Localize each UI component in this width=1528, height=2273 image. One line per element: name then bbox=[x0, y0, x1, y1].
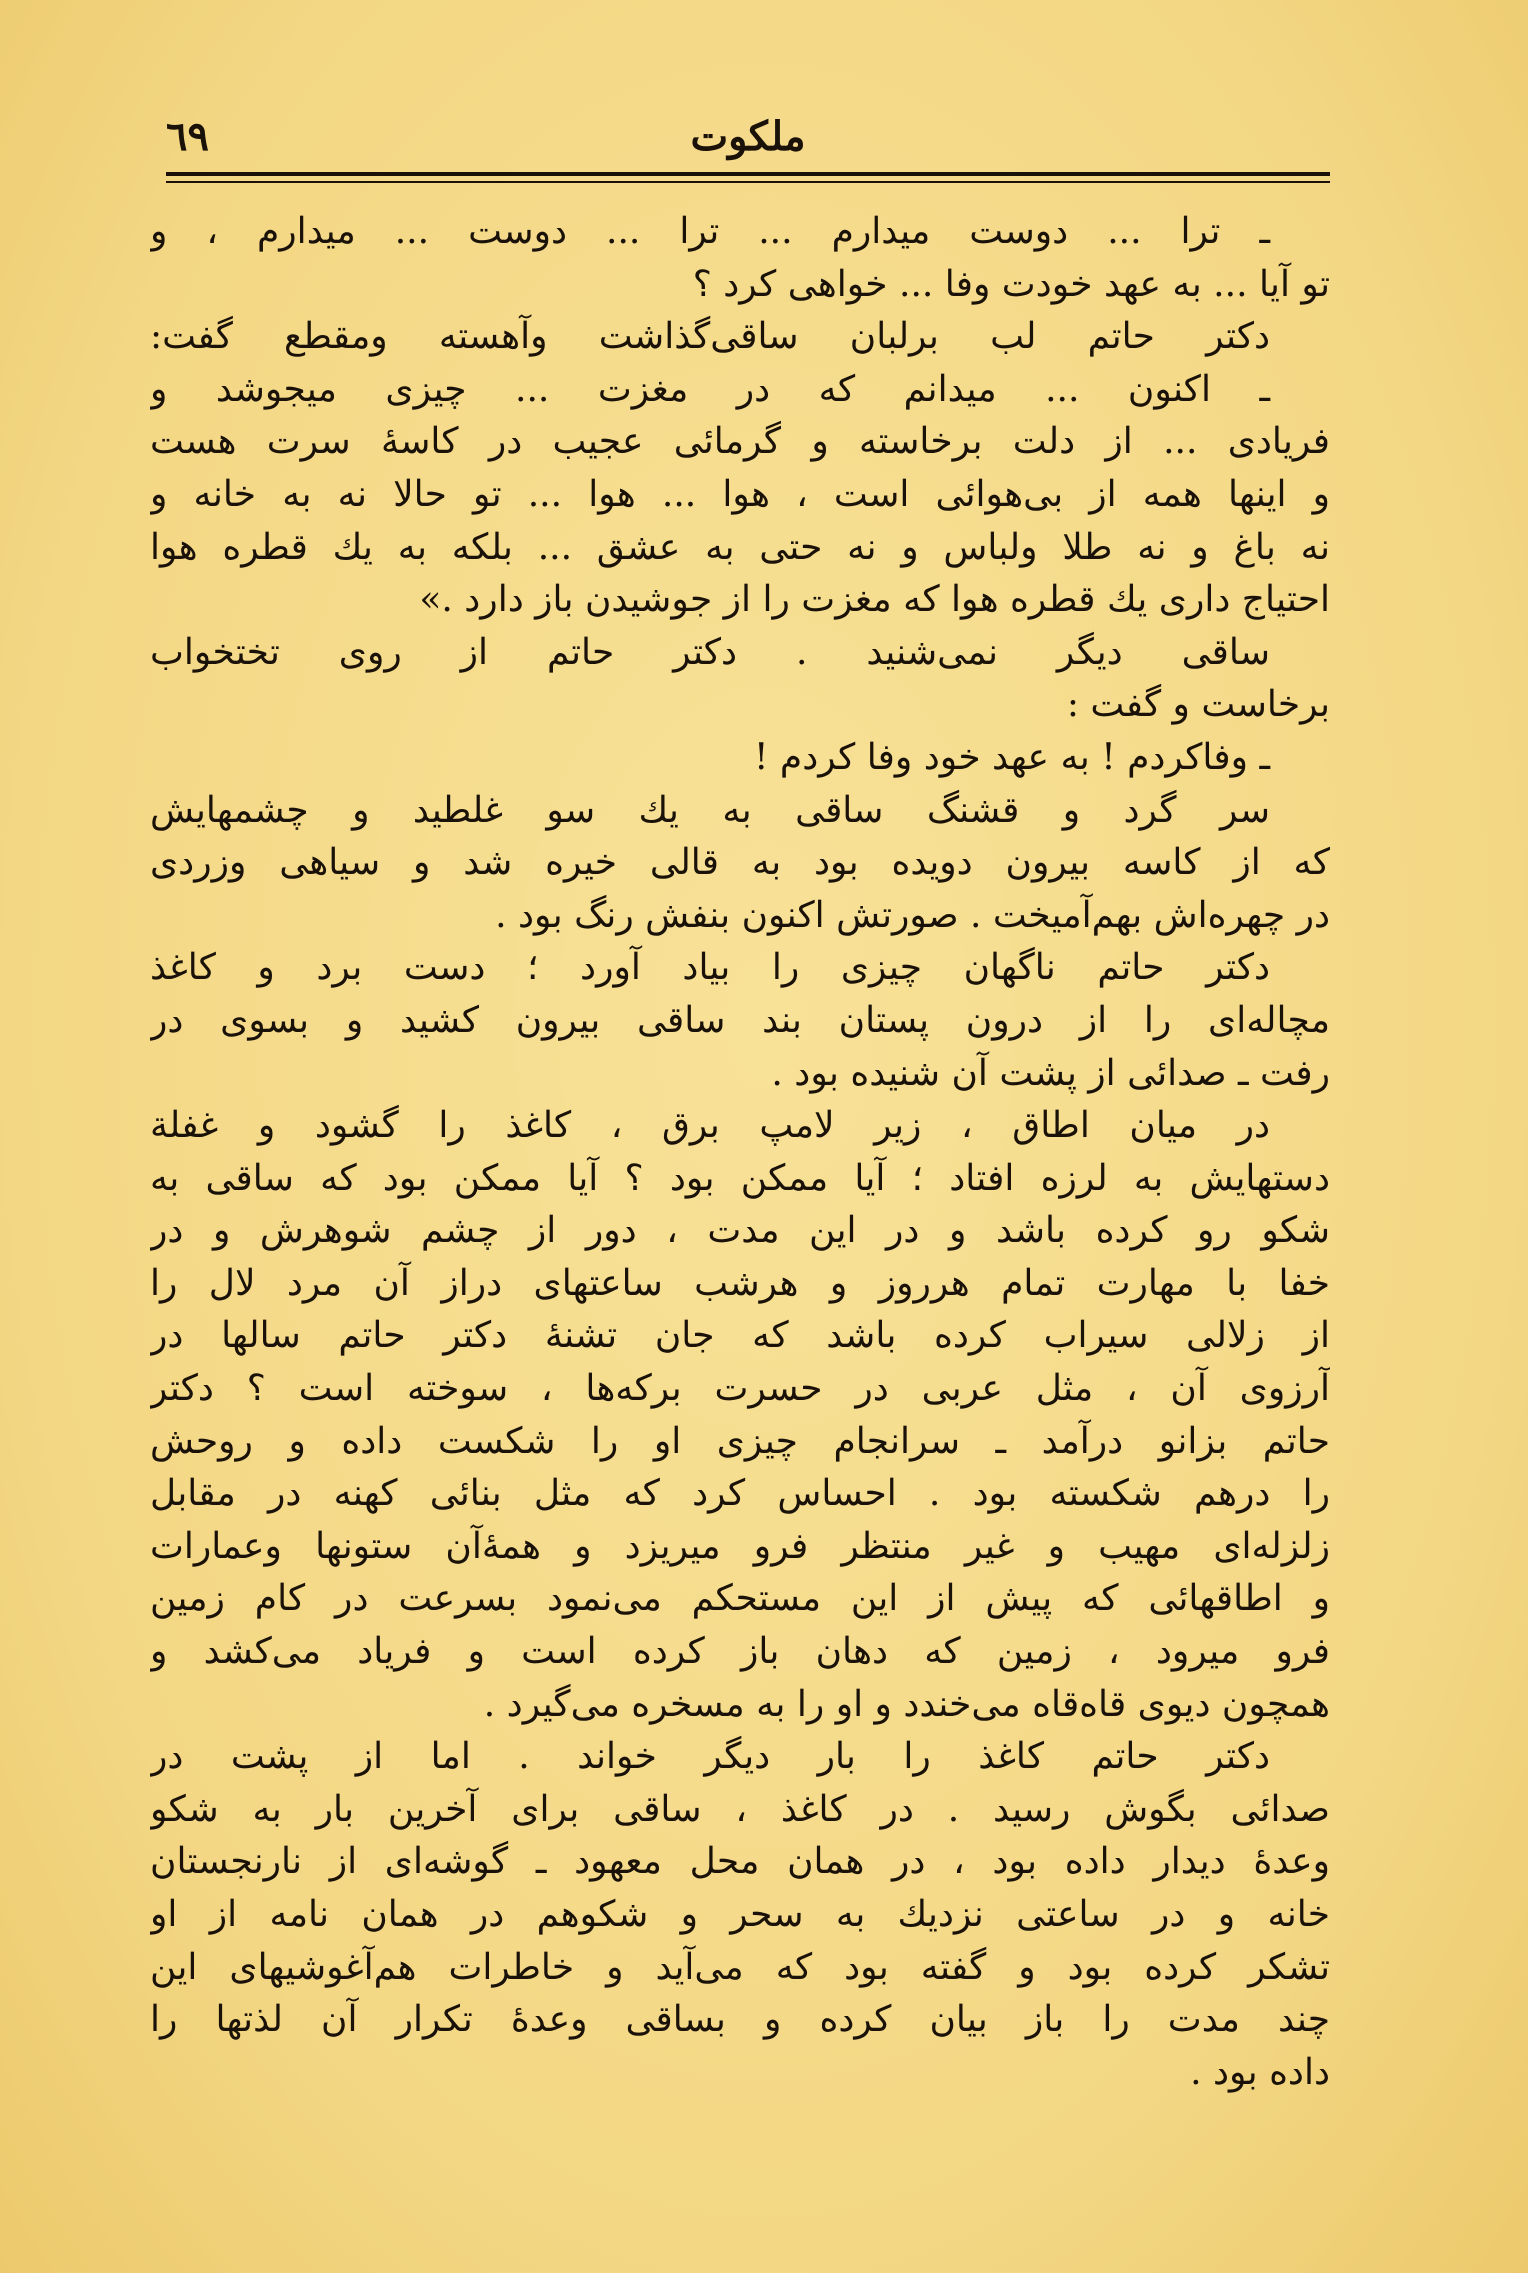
text-line: ـ اکنون ... میدانم که در مغزت ... چیزی میجوشد و bbox=[150, 368, 1270, 410]
text-line: دستهایش به لرزه افتاد ؛ آیا ممکن بود ؟ آیا ممکن بود که ساقی به bbox=[150, 1157, 1330, 1199]
text-line: ـ وفاکردم ! به عهد خود وفا کردم ! bbox=[754, 736, 1270, 778]
text-line: ـ ترا ... دوست میدارم ... ترا ... دوست ... میدارم ، و bbox=[150, 211, 1270, 252]
text-line: در چهره‌اش بهم‌آمیخت . صورتش اکنون بنفش رنگ بود . bbox=[495, 894, 1330, 936]
text-line: خانه و در ساعتی نزدیك به سحر و شکوهم در همان نامه از او bbox=[150, 1894, 1330, 1935]
header-rule-thick bbox=[166, 172, 1330, 176]
text-line: رفت ـ صدائی از پشت آن شنیده بود . bbox=[771, 1052, 1330, 1094]
text-line: صدائی بگوش رسید . در کاغذ ، ساقی برای آخرین بار به شکو bbox=[150, 1788, 1330, 1830]
text-line: و اطاقهائی که پیش از این مستحکم می‌نمود بسرعت در کام زمین bbox=[150, 1578, 1330, 1620]
text-line: همچون دیوی قاه‌قاه می‌خندد و او را به مسخره می‌گیرد . bbox=[483, 1683, 1330, 1725]
text-line: شکو رو کرده باشد و در این مدت ، دور از چشم شوهرش و در bbox=[150, 1210, 1330, 1252]
text-line: داده بود . bbox=[1190, 2051, 1330, 2093]
page-number: ٦٩ bbox=[166, 113, 209, 160]
text-line: تو آیا ... به عهد خودت وفا ... خواهی کرد ؟ bbox=[692, 263, 1330, 305]
text-line: احتیاج داری یك قطره هوا که مغزت را از جوشیدن باز دارد .» bbox=[419, 579, 1330, 621]
text-line: فریادی ... از دلت برخاسته و گرمائی عجیب در کاسهٔ سرت هست bbox=[150, 421, 1330, 463]
text-line: چند مدت را باز بیان کرده و بساقی وعدهٔ تکرار آن لذتها را bbox=[150, 1999, 1330, 2041]
text-line: حاتم بزانو درآمد ـ سرانجام چیزی او را شکست داده و روحش bbox=[150, 1420, 1330, 1462]
text-line: فرو میرود ، زمین که دهان باز کرده است و فریاد می‌کشد و bbox=[150, 1631, 1330, 1673]
body-text bbox=[150, 206, 1330, 2099]
text-line: ساقی دیگر نمی‌شنید . دکتر حاتم از روی تختخواب bbox=[150, 631, 1270, 673]
text-line: وعدهٔ دیدار داده بود ، در همان محل معهود ـ گوشه‌ای از نارنجستان bbox=[150, 1841, 1330, 1883]
text-line: دکتر حاتم ناگهان چیزی را بیاد آورد ؛ دست برد و کاغذ bbox=[150, 947, 1270, 989]
text-line: و اینها همه از بی‌هوائی است ، هوا ... هوا ... تو حالا نه به خانه و bbox=[150, 473, 1330, 515]
text-line: که از کاسه بیرون دویده بود به قالی خیره شد و سیاهی وزردی bbox=[150, 842, 1330, 884]
text-line: را درهم شکسته بود . احساس کرد که مثل بنائی کهنه در مقابل bbox=[150, 1473, 1330, 1515]
page-header bbox=[166, 105, 1330, 175]
text-line: زلزله‌ای مهیب و غیر منتظر فرو میریزد و همهٔ‌آن ستونها وعمارات bbox=[150, 1525, 1330, 1567]
text-line: مچاله‌ای را از درون پستان بند ساقی بیرون کشید و بسوی در bbox=[150, 999, 1330, 1041]
running-title: ملکوت bbox=[690, 113, 806, 160]
text-line: برخاست و گفت : bbox=[1066, 684, 1330, 726]
text-line: سر گرد و قشنگ ساقی به یك سو غلطید و چشمهایش bbox=[150, 789, 1270, 831]
text-line: آرزوی آن ، مثل عربی در حسرت برکه‌ها ، سوخته است ؟ دکتر bbox=[150, 1368, 1330, 1410]
text-line: نه باغ و نه طلا ولباس و نه حتی به عشق ... بلکه به یك قطره هوا bbox=[150, 526, 1330, 568]
header-rule-thin bbox=[166, 181, 1330, 183]
text-line: از زلالی سیراب کرده باشد که جان تشنهٔ دکتر حاتم سالها در bbox=[150, 1315, 1330, 1357]
text-line: در میان اطاق ، زیر لامپ برق ، کاغذ را گشود و غفلة bbox=[150, 1105, 1270, 1147]
text-line: خفا با مهارت تمام هرروز و هرشب ساعتهای دراز آن مرد لال را bbox=[150, 1262, 1330, 1304]
text-line: تشکر کرده بود و گفته بود که می‌آید و خاطرات هم‌آغوشیهای این bbox=[150, 1946, 1330, 1988]
text-line: دکتر حاتم لب برلبان ساقی‌گذاشت وآهسته ومقطع گفت: bbox=[150, 316, 1270, 358]
text-line: دکتر حاتم کاغذ را بار دیگر خواند . اما از پشت در bbox=[150, 1736, 1270, 1778]
